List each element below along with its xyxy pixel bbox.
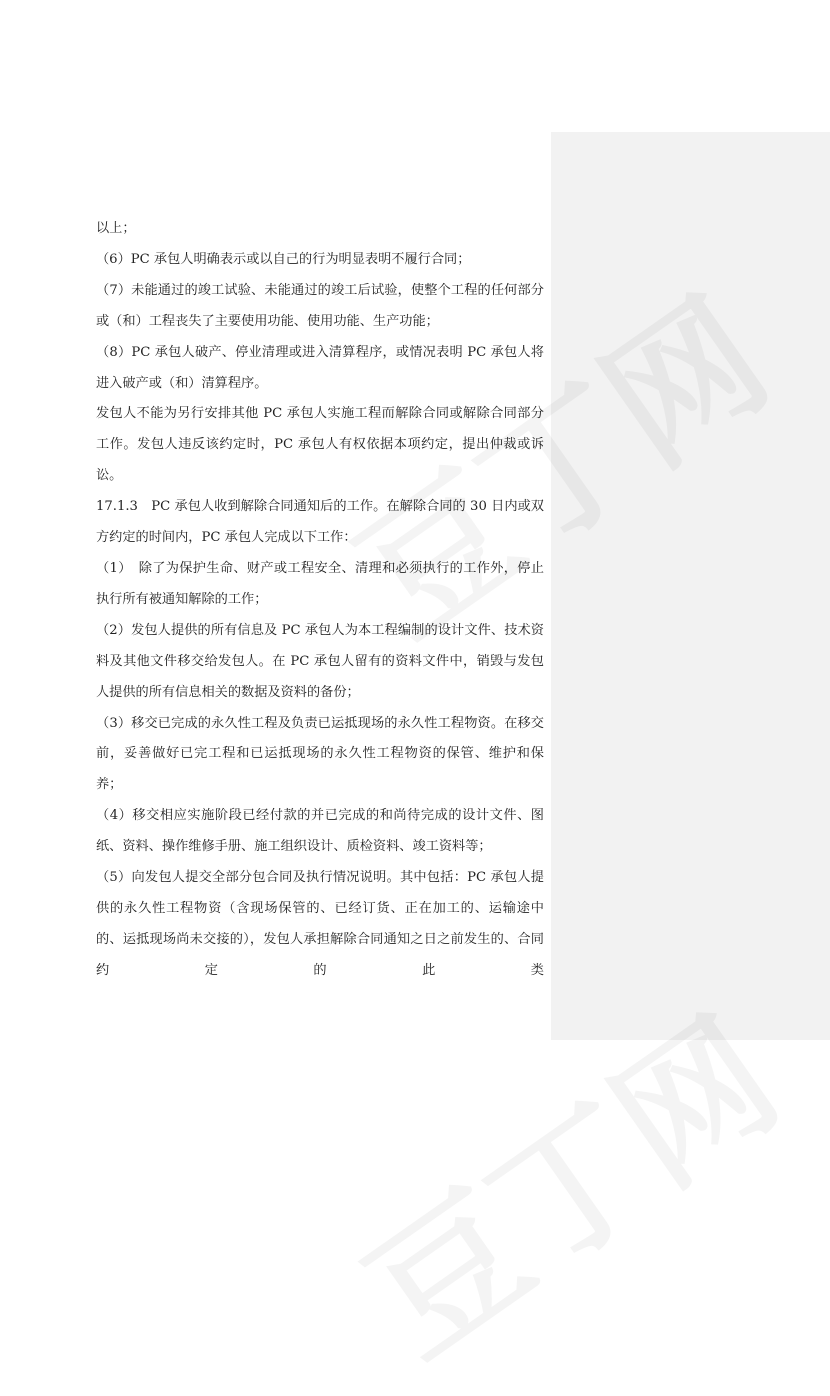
paragraph: 发包人不能为另行安排其他 PC 承包人实施工程而解除合同或解除合同部分工作。发包人违反该约定时，PC 承包人有权依据本项约定，提出仲裁或诉讼。 xyxy=(96,406,544,484)
document-body xyxy=(96,214,544,987)
paragraph: （7）未能通过的竣工试验、未能通过的竣工后试验，使整个工程的任何部分或（和）工程丧失了主要使用功能、使用功能、生产功能； xyxy=(96,282,544,329)
paragraph: （3）移交已完成的永久性工程及负责已运抵现场的永久性工程物资。在移交前，妥善做好已完工程和已运抵现场的永久性工程物资的保管、维护和保养； xyxy=(96,715,544,793)
paragraph: 以上； xyxy=(96,221,136,236)
paragraph: （4）移交相应实施阶段已经付款的并已完成的和尚待完成的设计文件、图纸、资料、操作维修手册、施工组织设计、质检资料、竣工资料等； xyxy=(96,808,544,855)
paragraph: （8）PC 承包人破产、停业清理或进入清算程序，或情况表明 PC 承包人将进入破产或（和）清算程序。 xyxy=(96,344,544,391)
paragraph: （5）向发包人提交全部分包合同及执行情况说明。其中包括：PC 承包人提供的永久性工程物资（含现场保管的、已经订货、正在加工的、运输途中的、运抵现场尚未交接的），发包人承担解除合同通知之日之前发生的、合同约定的此类 xyxy=(96,870,544,978)
paragraph: （6）PC 承包人明确表示或以自己的行为明显表明不履行合同； xyxy=(96,251,471,267)
paragraph: （2）发包人提供的所有信息及 PC 承包人为本工程编制的设计文件、技术资料及其他文件移交给发包人。在 PC 承包人留有的资料文件中，销毁与发包人提供的所有信息相关的数据及资料的备份； xyxy=(96,622,544,700)
comment-pane xyxy=(551,132,830,1040)
paragraph: （1） 除了为保护生命、财产或工程安全、清理和必须执行的工作外，停止执行所有被通知解除的工作； xyxy=(96,560,544,607)
paragraph: 17.1.3 PC 承包人收到解除合同通知后的工作。在解除合同的 30 日内或双方约定的时间内，PC 承包人完成以下工作： xyxy=(96,499,544,546)
